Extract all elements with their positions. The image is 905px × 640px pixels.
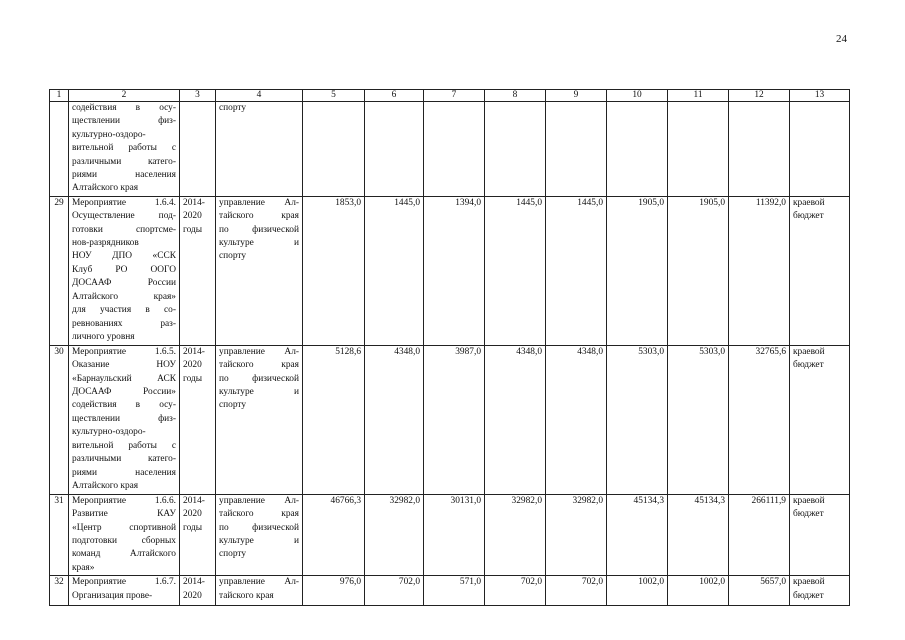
event-description-line: Клуб РО ООГО: [72, 264, 176, 275]
funding-source-line: краевой: [793, 346, 825, 357]
period-cell-line: 2020: [183, 360, 202, 371]
header-cell: 13: [790, 90, 850, 102]
value-cell: [303, 102, 365, 197]
header-cell: 4: [216, 90, 303, 102]
period-cell: [180, 102, 216, 197]
table-row: [50, 196, 850, 345]
funding-source: [790, 576, 850, 606]
event-description-line: риями населения: [72, 467, 176, 478]
funding-source-line: краевой: [793, 197, 825, 208]
row-number: 32: [50, 576, 69, 606]
value-cell: 5303,0: [668, 345, 729, 494]
period-cell-line: 2020: [183, 211, 202, 222]
value-cell: 11392,0: [729, 196, 790, 345]
period-cell-line: 2014-: [183, 346, 205, 357]
event-description-line: ДОСААФ России»: [72, 387, 176, 398]
header-cell: 1: [50, 90, 69, 102]
value-cell: 1905,0: [668, 196, 729, 345]
row-number: 30: [50, 345, 69, 494]
event-description-line: Развитие КАУ: [72, 509, 176, 520]
value-cell: 1394,0: [424, 196, 485, 345]
event-description-line: ществлении физ-: [72, 116, 176, 127]
header-cell: 11: [668, 90, 729, 102]
value-cell: 30131,0: [424, 494, 485, 575]
executor-cell-line: тайского края: [219, 509, 299, 520]
header-cell: 2: [69, 90, 180, 102]
value-cell: [424, 102, 485, 197]
value-cell: 4348,0: [365, 345, 424, 494]
executor-cell-line: по физической: [219, 522, 299, 533]
executor-cell: [216, 494, 303, 575]
value-cell: 5128,6: [303, 345, 365, 494]
funding-source-line: бюджет: [793, 211, 824, 222]
executor-cell: [216, 576, 303, 606]
value-cell: 976,0: [303, 576, 365, 606]
executor-cell-line: тайского края: [219, 211, 299, 222]
value-cell: [546, 102, 607, 197]
event-description-line: Мероприятие 1.6.6.: [72, 495, 176, 506]
funding-source-line: краевой: [793, 577, 825, 588]
value-cell: 266111,9: [729, 494, 790, 575]
budget-table: [49, 89, 850, 606]
executor-cell-line: спорту: [219, 103, 247, 113]
executor-cell: [216, 196, 303, 345]
event-description-line: «Центр спортивной: [72, 522, 176, 533]
event-description-line: различными катего-: [72, 454, 176, 465]
funding-source: [790, 345, 850, 494]
period-cell-line: 2014-: [183, 197, 205, 208]
value-cell: 3987,0: [424, 345, 485, 494]
executor-cell-line: культуре и: [219, 238, 299, 249]
event-description-line: вительной работы с: [72, 143, 176, 154]
executor-cell: [216, 345, 303, 494]
header-cell: 9: [546, 90, 607, 102]
table-row: [50, 102, 850, 197]
header-cell: 7: [424, 90, 485, 102]
event-description: [69, 494, 180, 575]
executor-cell: [216, 102, 303, 197]
value-cell: 4348,0: [485, 345, 546, 494]
executor-cell-line: культуре и: [219, 536, 299, 547]
event-description-line: Оказание НОУ: [72, 360, 176, 371]
event-description-line: нов-разрядников: [72, 238, 139, 249]
executor-cell-line: управление Ал-: [219, 197, 299, 208]
event-description-line: ревнованиях раз-: [72, 318, 176, 329]
header-cell: 10: [607, 90, 668, 102]
page-number: 24: [836, 33, 847, 45]
event-description-line: «Барнаульский АСК: [72, 373, 176, 384]
period-cell-line: годы: [183, 373, 203, 384]
executor-cell-line: тайского края: [219, 590, 274, 601]
value-cell: 571,0: [424, 576, 485, 606]
value-cell: 32765,6: [729, 345, 790, 494]
period-cell: [180, 196, 216, 345]
value-cell: 45134,3: [607, 494, 668, 575]
event-description-line: Мероприятие 1.6.7.: [72, 577, 176, 588]
event-description-line: различными катего-: [72, 156, 176, 167]
table-row: [50, 576, 850, 606]
event-description: [69, 196, 180, 345]
executor-cell-line: спорту: [219, 549, 247, 560]
period-cell-line: 2020: [183, 590, 202, 601]
event-description-line: края»: [72, 562, 95, 573]
value-cell: [729, 102, 790, 197]
period-cell-line: годы: [183, 522, 203, 533]
value-cell: 4348,0: [546, 345, 607, 494]
event-description-line: личного уровня: [72, 331, 135, 342]
event-description: [69, 345, 180, 494]
event-description-line: НОУ ДПО «ССК: [72, 251, 176, 262]
event-description-line: вительной работы с: [72, 440, 176, 451]
value-cell: 1445,0: [546, 196, 607, 345]
event-description-line: риями населения: [72, 170, 176, 181]
funding-source-line: бюджет: [793, 360, 824, 371]
table-row: [50, 494, 850, 575]
value-cell: 32982,0: [365, 494, 424, 575]
funding-source-line: бюджет: [793, 590, 824, 601]
row-number: 31: [50, 494, 69, 575]
period-cell: [180, 345, 216, 494]
event-description-line: содействия в осу-: [72, 103, 176, 113]
period-cell: [180, 494, 216, 575]
value-cell: [485, 102, 546, 197]
header-cell: 8: [485, 90, 546, 102]
funding-source: [790, 494, 850, 575]
event-description-line: ществлении физ-: [72, 413, 176, 424]
event-description-line: Организация прове-: [72, 590, 153, 601]
value-cell: 702,0: [485, 576, 546, 606]
value-cell: 46766,3: [303, 494, 365, 575]
row-number: [50, 102, 69, 197]
row-number: 29: [50, 196, 69, 345]
executor-cell-line: культуре и: [219, 387, 299, 398]
event-description-line: Алтайского края: [72, 183, 139, 194]
event-description: [69, 102, 180, 197]
value-cell: 5657,0: [729, 576, 790, 606]
value-cell: 702,0: [365, 576, 424, 606]
header-cell: 6: [365, 90, 424, 102]
value-cell: 32982,0: [485, 494, 546, 575]
period-cell-line: 2020: [183, 509, 202, 520]
event-description-line: для участия в со-: [72, 305, 176, 316]
event-description-line: Осуществление под-: [72, 211, 176, 222]
value-cell: [668, 102, 729, 197]
value-cell: 1853,0: [303, 196, 365, 345]
executor-cell-line: тайского края: [219, 360, 299, 371]
value-cell: 1905,0: [607, 196, 668, 345]
period-cell-line: 2014-: [183, 577, 205, 588]
value-cell: 1002,0: [668, 576, 729, 606]
event-description-line: команд Алтайского: [72, 549, 176, 560]
event-description: [69, 576, 180, 606]
funding-source-line: бюджет: [793, 509, 824, 520]
table-row: [50, 345, 850, 494]
value-cell: 702,0: [546, 576, 607, 606]
funding-source: [790, 196, 850, 345]
event-description-line: подготовки сборных: [72, 536, 176, 547]
event-description-line: готовки спортсме-: [72, 224, 176, 235]
executor-cell-line: по физической: [219, 224, 299, 235]
executor-cell-line: управление Ал-: [219, 577, 299, 588]
executor-cell-line: управление Ал-: [219, 346, 299, 357]
event-description-line: культурно-оздоро-: [72, 129, 146, 140]
value-cell: 45134,3: [668, 494, 729, 575]
executor-cell-line: спорту: [219, 400, 247, 411]
header-cell: 3: [180, 90, 216, 102]
event-description-line: содействия в осу-: [72, 400, 176, 411]
executor-cell-line: по физической: [219, 373, 299, 384]
value-cell: [607, 102, 668, 197]
executor-cell-line: спорту: [219, 251, 247, 262]
event-description-line: ДОСААФ России: [72, 278, 176, 289]
value-cell: 32982,0: [546, 494, 607, 575]
value-cell: 1002,0: [607, 576, 668, 606]
executor-cell-line: управление Ал-: [219, 495, 299, 506]
event-description-line: Алтайского края»: [72, 291, 176, 302]
funding-source-line: краевой: [793, 495, 825, 506]
event-description-line: культурно-оздоро-: [72, 427, 146, 438]
value-cell: [365, 102, 424, 197]
event-description-line: Алтайского края: [72, 480, 139, 491]
period-cell-line: годы: [183, 224, 203, 235]
event-description-line: Мероприятие 1.6.4.: [72, 197, 176, 208]
value-cell: 1445,0: [365, 196, 424, 345]
value-cell: 1445,0: [485, 196, 546, 345]
header-cell: 5: [303, 90, 365, 102]
header-cell: 12: [729, 90, 790, 102]
event-description-line: Мероприятие 1.6.5.: [72, 346, 176, 357]
period-cell-line: 2014-: [183, 495, 205, 506]
header-row: [50, 90, 850, 102]
funding-source: [790, 102, 850, 197]
period-cell: [180, 576, 216, 606]
value-cell: 5303,0: [607, 345, 668, 494]
